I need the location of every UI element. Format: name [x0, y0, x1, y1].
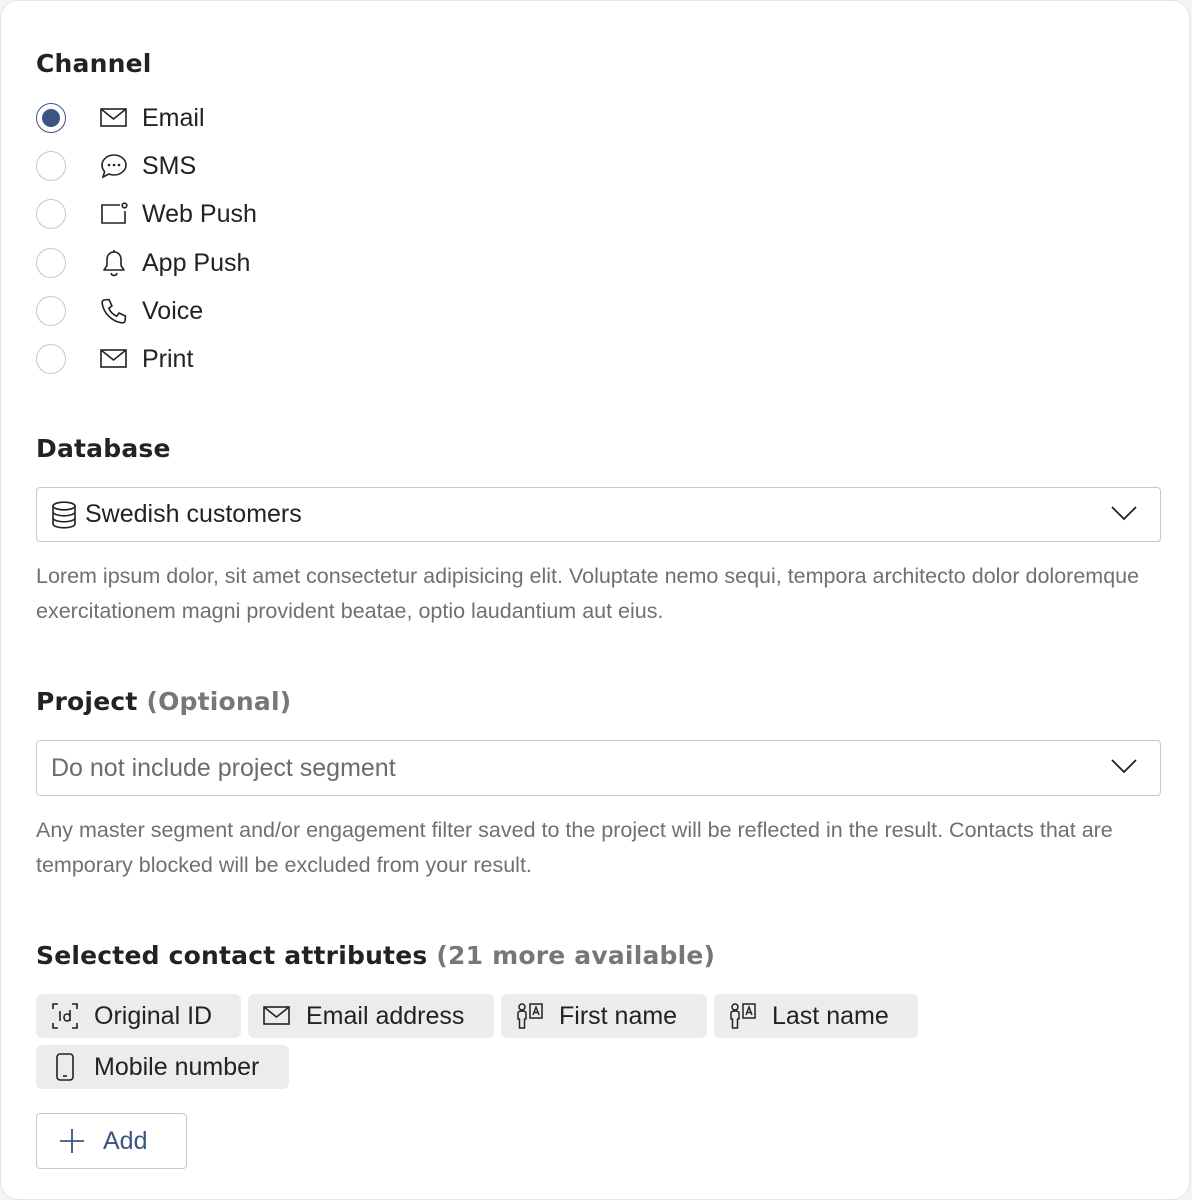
more-available-label: (21 more available): [436, 941, 716, 970]
browser-notification-icon: [100, 200, 128, 228]
project-title: [36, 687, 291, 716]
channel-option-print[interactable]: [36, 339, 193, 379]
radio-button[interactable]: [36, 296, 66, 326]
database-help-text: Lorem ipsum dolor, sit amet consectetur adipisicing elit. Voluptate nemo sequi, tempora architecto dolor doloremque exercitationem magni provident beatae, optio laudantium aut eius.: [36, 564, 1140, 623]
project-select[interactable]: [36, 740, 1161, 796]
envelope-icon: [262, 1001, 292, 1031]
channel-label: Voice: [142, 296, 204, 325]
attribute-chip-original-id[interactable]: [36, 994, 241, 1038]
envelope-icon: [100, 104, 128, 132]
radio-button[interactable]: [36, 248, 66, 278]
project-title-text: Project: [36, 687, 138, 716]
attribute-chip-mobile-number[interactable]: [36, 1045, 289, 1089]
plus-icon: [59, 1128, 85, 1154]
person-text-icon: [515, 1001, 545, 1031]
envelope-icon: [100, 345, 128, 373]
database-select[interactable]: [36, 487, 1161, 542]
chip-label: Email address: [306, 1001, 465, 1030]
radio-button[interactable]: [36, 199, 66, 229]
channel-label: Print: [142, 344, 194, 373]
attribute-chip-email-address[interactable]: [248, 994, 494, 1038]
channel-option-voice[interactable]: [36, 291, 203, 331]
channel-label: Web Push: [142, 199, 257, 228]
mobile-phone-icon: [50, 1052, 80, 1082]
id-icon: [50, 1001, 80, 1031]
channel-option-sms[interactable]: [36, 146, 196, 186]
chip-label: First name: [559, 1001, 678, 1030]
radio-button[interactable]: [36, 344, 66, 374]
radio-button[interactable]: [36, 151, 66, 181]
chevron-down-icon[interactable]: [1110, 757, 1138, 780]
add-attribute-button[interactable]: [36, 1113, 187, 1169]
database-title: Database: [36, 434, 171, 463]
project-placeholder: Do not include project segment: [51, 753, 396, 782]
radio-button[interactable]: [36, 103, 66, 133]
bell-icon: [100, 249, 128, 277]
channel-label: Email: [142, 103, 205, 132]
channel-option-email[interactable]: [36, 98, 205, 138]
optional-label: (Optional): [146, 687, 292, 716]
phone-icon: [100, 297, 128, 325]
channel-option-app-push[interactable]: [36, 243, 250, 283]
attributes-title: [36, 941, 715, 970]
database-icon: [51, 501, 77, 529]
attributes-title-text: Selected contact attributes: [36, 941, 428, 970]
chip-label: Last name: [772, 1001, 889, 1030]
chat-bubble-icon: [100, 152, 128, 180]
radio-dot: [42, 109, 60, 127]
channel-label: App Push: [142, 248, 251, 277]
add-label: Add: [103, 1126, 148, 1155]
channel-option-web-push[interactable]: [36, 194, 257, 234]
chevron-down-icon[interactable]: [1110, 504, 1138, 527]
attribute-chip-first-name[interactable]: [501, 994, 707, 1038]
attribute-chip-last-name[interactable]: [714, 994, 918, 1038]
chip-label: Mobile number: [94, 1052, 260, 1081]
channel-label: SMS: [142, 151, 197, 180]
project-help-text: Any master segment and/or engagement filter saved to the project will be reflected in the result. Contacts that are temporary blocked will be excluded from your result.: [36, 818, 1113, 877]
person-text-icon: [728, 1001, 758, 1031]
database-selected-value: Swedish customers: [85, 500, 302, 528]
channel-title: Channel: [36, 49, 152, 78]
chip-label: Original ID: [94, 1001, 213, 1030]
